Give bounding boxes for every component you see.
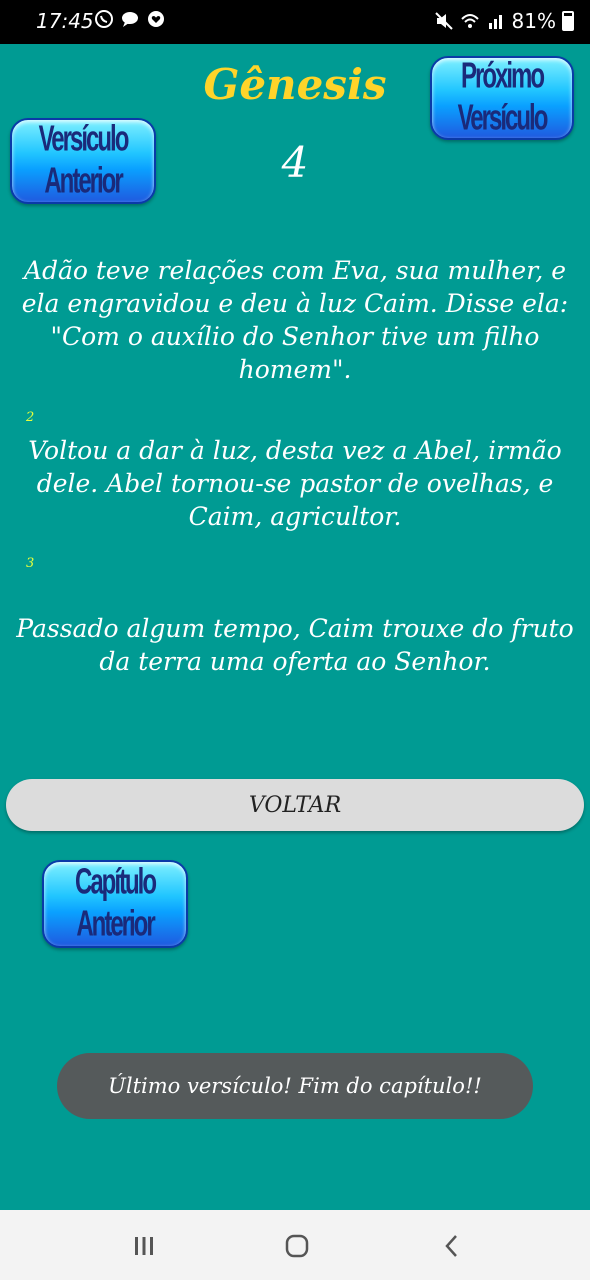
verse-text: Adão teve relações com Eva, sua mulher, e ela engravidou e deu à luz Caim. Disse ela: "Com o auxílio do Senhor tive um filho homem". (21, 256, 569, 384)
chat-icon (120, 9, 140, 29)
previous-chapter-button[interactable] (42, 860, 188, 948)
notification-icons (94, 9, 166, 29)
heart-icon (146, 9, 166, 29)
back-chevron-icon (442, 1233, 462, 1259)
verse-number: 2 (26, 410, 35, 425)
back-nav-button[interactable] (432, 1230, 472, 1262)
next-verse-label: Próximo Versículo (457, 56, 547, 139)
verse-text: Passado algum tempo, Caim trouxe do fruto da terra uma oferta ao Senhor. (16, 614, 574, 676)
battery-icon (562, 11, 574, 31)
next-verse-button[interactable] (430, 56, 574, 140)
toast-message: Último versículo! Fim do capítulo!! (57, 1053, 533, 1119)
status-time: 17:45 (36, 9, 94, 33)
chapter-number: 4 (281, 138, 309, 187)
recent-apps-icon (132, 1235, 156, 1257)
status-bar (0, 0, 590, 44)
home-icon (284, 1233, 310, 1259)
verse-number: 3 (26, 556, 35, 571)
home-button[interactable] (277, 1230, 317, 1262)
system-icons (434, 9, 574, 33)
verse-text: Voltou a dar à luz, desta vez a Abel, irmão dele. Abel tornou-se pastor de ovelhas, e Caim, agricultor. (28, 436, 562, 531)
previous-verse-button[interactable] (10, 118, 156, 204)
previous-verse-label: Versículo Anterior (38, 119, 128, 202)
wifi-icon (460, 11, 480, 31)
mute-icon (434, 11, 454, 31)
whatsapp-icon (94, 9, 114, 29)
battery-percent: 81% (511, 9, 556, 33)
previous-chapter-label: Capítulo Anterior (75, 862, 155, 945)
recent-apps-button[interactable] (124, 1230, 164, 1262)
book-title: Gênesis (203, 60, 387, 109)
navigation-bar (0, 1210, 590, 1280)
back-button[interactable]: VOLTAR (6, 779, 584, 831)
signal-icon (486, 11, 506, 31)
